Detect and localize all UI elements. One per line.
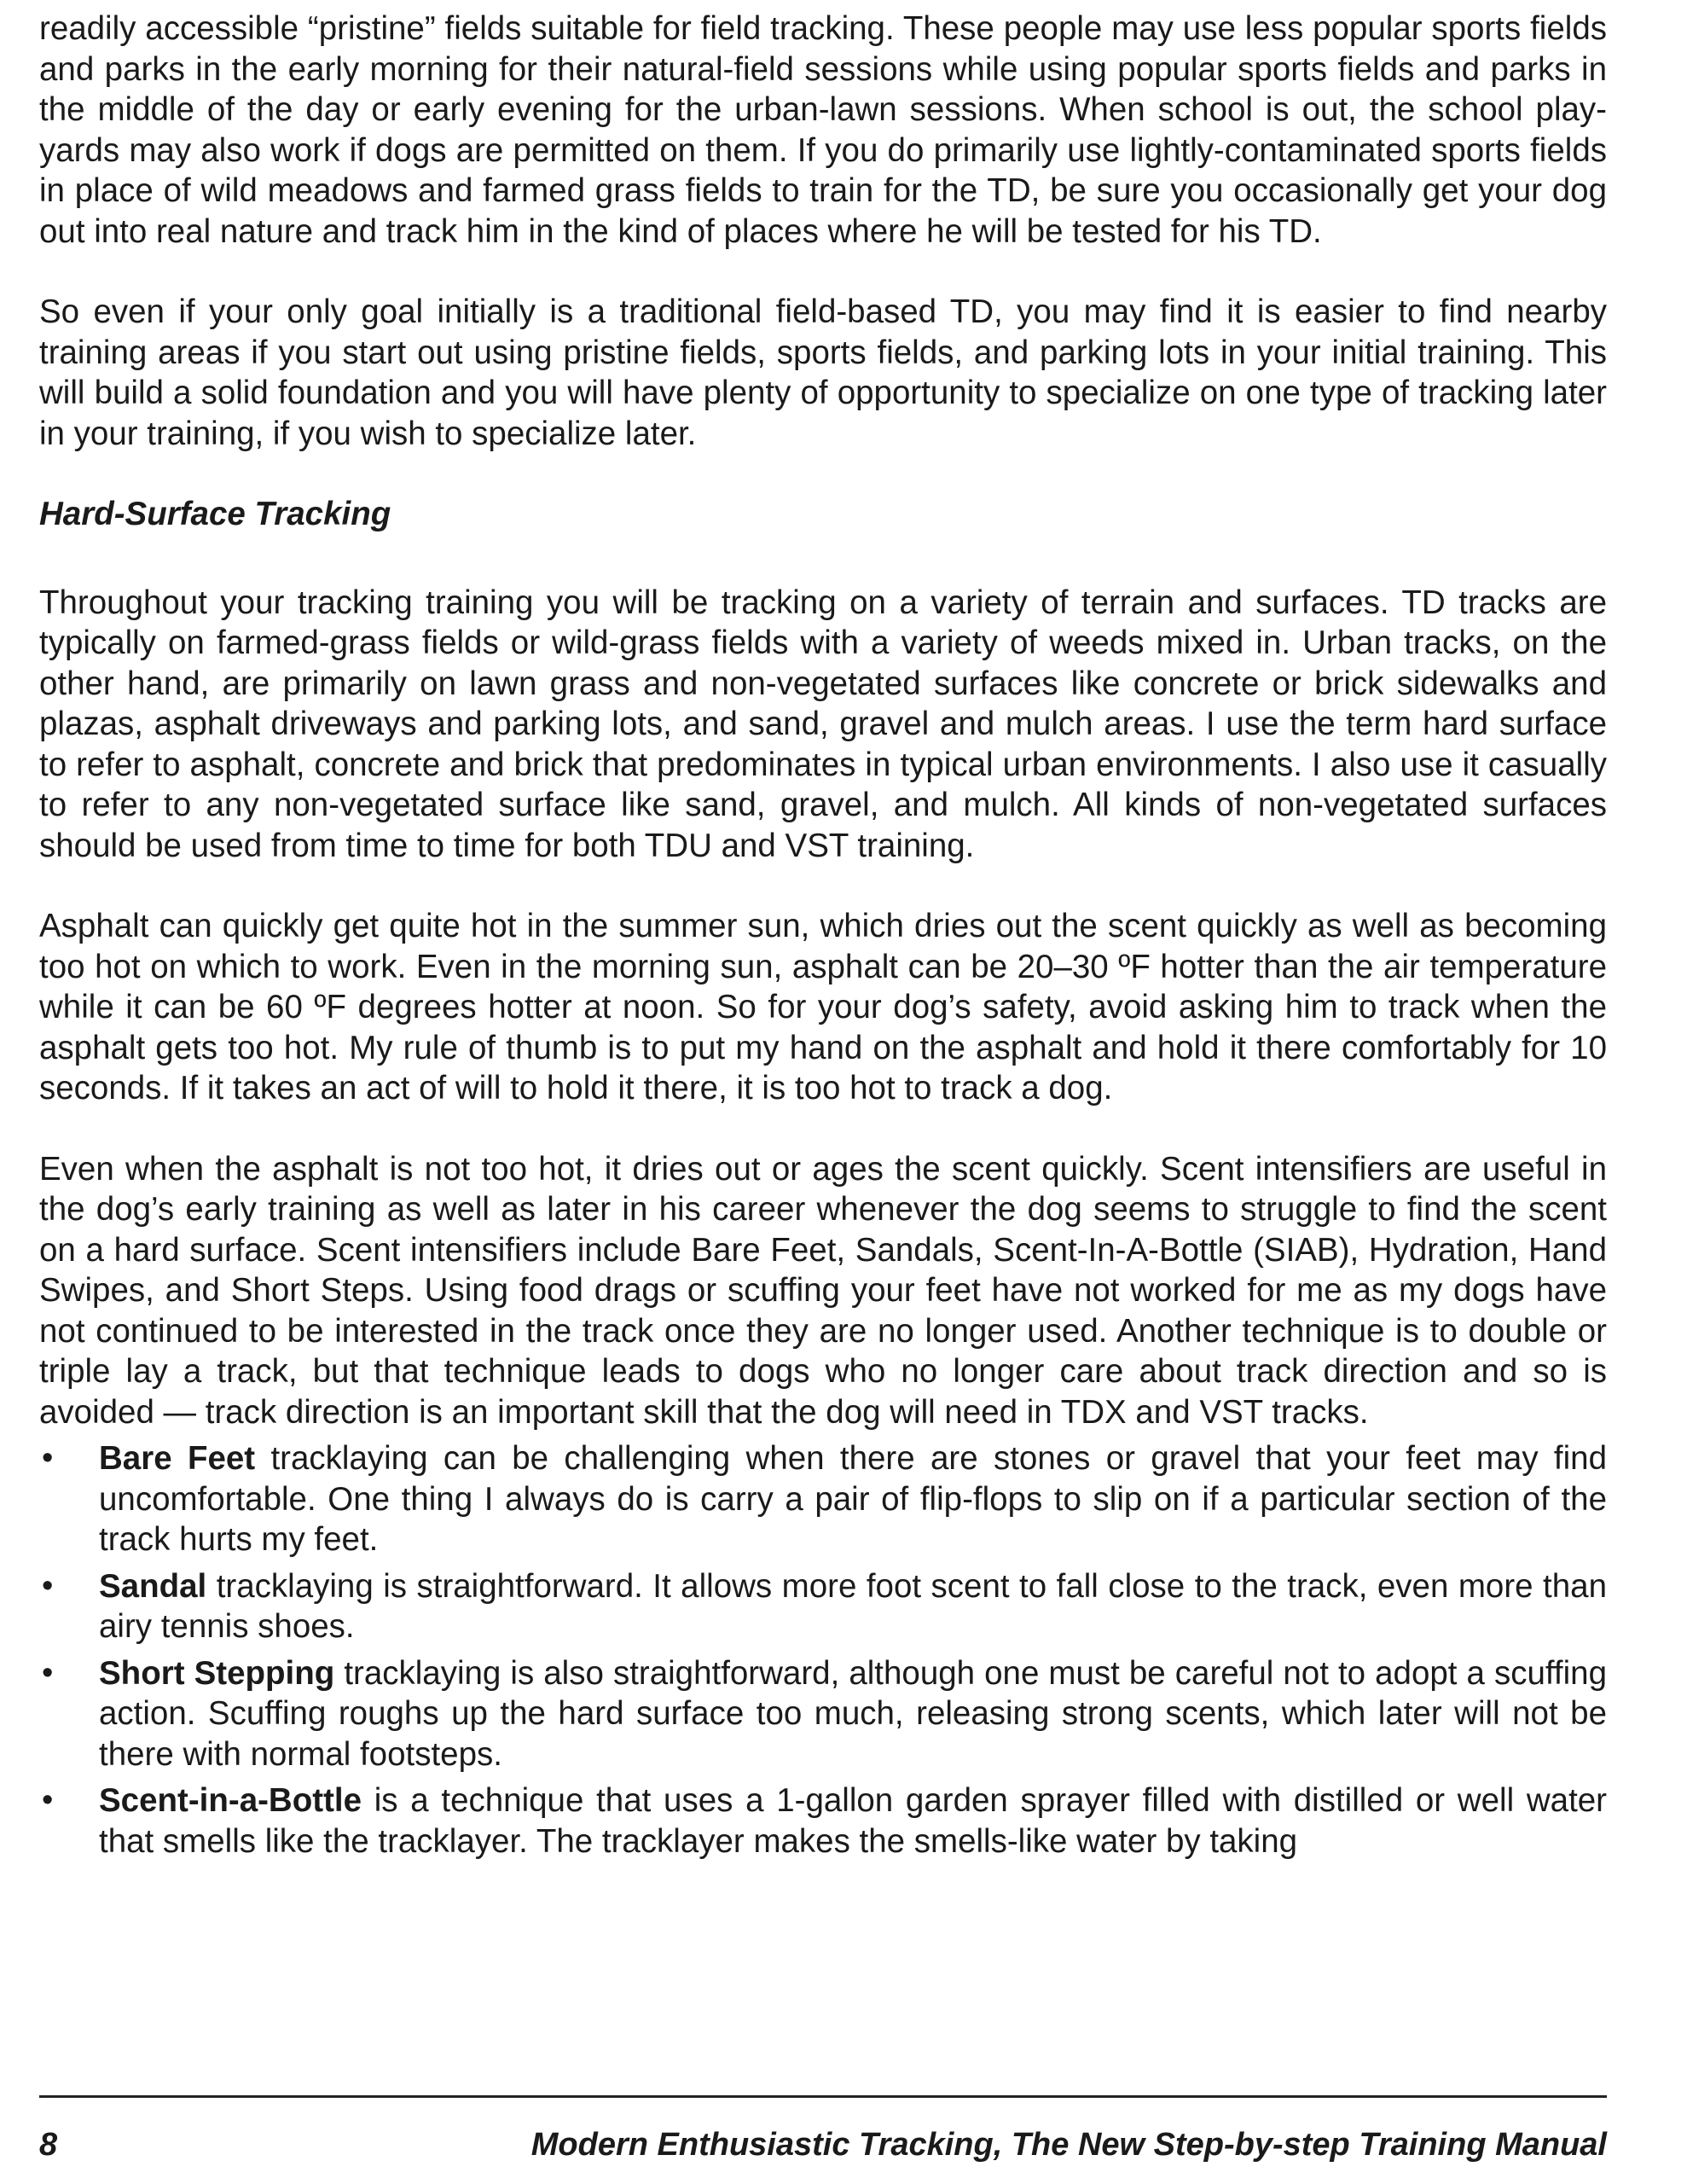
paragraph-asphalt-heat: Asphalt can quickly get quite hot in the summer sun, which dries out the scent quickly as well as becoming too hot on which to work. Even in the morning sun, asphalt can be 20–30 ºF hotter than the air temperature while it can be 60 ºF degrees hotter at noon. So for your dog’s safety, avoid asking him to track when the asphalt gets too hot. My rule of thumb is to put my hand on the asphalt and hold it there comfortably for 10 seconds. If it takes an act of will to hold it there, it is too hot to track a dog. [39, 908, 1607, 1107]
page-body [39, 9, 1607, 1867]
bullet-icon: • [42, 1440, 54, 1476]
bullet-icon: • [42, 1782, 54, 1818]
paragraph-terrain-surfaces: Throughout your tracking training you will be tracking on a variety of terrain and surfaces. TD tracks are typically on farmed-grass fields or wild-grass fields with a variety of weeds mixed in. Urban tracks, on the other hand, are primarily on lawn grass and non-vegetated surfaces like concrete or brick sidewalks and plazas, asphalt driveways and parking lots, and sand, gravel and mulch areas. I use the term hard surface to refer to asphalt, concrete and brick that predominates in typical urban environments. I also use it casually to refer to any non-vegetated surface like sand, gravel, and mulch. All kinds of non-vegetated surfaces should be used from time to time for both TDU and VST training. [39, 584, 1607, 864]
paragraph-td-goal: So even if your only goal initially is a traditional field-based TD, you may find it is easier to find nearby training areas if you start out using pristine fields, sports fields, and parking lots in your initial training. This will build a solid foundation and you will have plenty of opportunity to specialize on one type of tracking later in your training, if you wish to specialize later. [39, 293, 1607, 452]
footer-divider [39, 2095, 1607, 2098]
list-item [39, 1780, 1607, 1862]
paragraph-scent-intensifiers: Even when the asphalt is not too hot, it dries out or ages the scent quickly. Scent intensifiers are useful in the dog’s early training as well as later in his career whenever the dog seems to struggle to find the scent on a hard surface. Scent intensifiers include Bare Feet, Sandals, Scent-In-A-Bottle (SIAB), Hydration, Hand Swipes, and Short Steps. Using food drags or scuffing your feet have not worked for me as my dogs have not continued to be interested in the track once they are no longer used. Another technique is to double or triple lay a track, but that technique leads to dogs who no longer care about track direction and so is avoided — track direction is an important skill that the dog will need in TDX and VST tracks. [39, 1150, 1607, 1431]
bullet-text: tracklaying is straightforward. It allows more foot scent to fall close to the track, even more than airy tennis shoes. [99, 1567, 1607, 1645]
bullet-term: Short Stepping [99, 1654, 335, 1692]
section-heading: Hard-Surface Tracking [39, 496, 391, 532]
bullet-term: Bare Feet [99, 1440, 256, 1477]
list-item [39, 1653, 1607, 1775]
bullet-text: tracklaying is also straightforward, although one must be careful not to adopt a scuffing action. Scuffing roughs up the hard surface too much, releasing strong scents, which later will not be there with normal footsteps. [99, 1654, 1607, 1773]
page-number: 8 [39, 2127, 58, 2163]
list-item [39, 1566, 1607, 1647]
bullet-text: is a technique that uses a 1-gallon garden sprayer filled with distilled or well water that smells like the tracklayer. The tracklayer makes the smells-like water by taking [99, 1782, 1607, 1860]
intensifier-list [39, 1438, 1607, 1862]
bullet-term: Scent-in-a-Bottle [99, 1782, 362, 1819]
bullet-term: Sandal [99, 1567, 207, 1605]
list-item [39, 1438, 1607, 1560]
book-title: Modern Enthusiastic Tracking, The New Step-by-step Training Manual [530, 2127, 1607, 2163]
bullet-icon: • [42, 1654, 54, 1691]
paragraph-pristine-fields: readily accessible “pristine” fields suitable for field tracking. These people may use less popular sports fields and parks in the early morning for their natural-field sessions while using popular sports fields and parks in the middle of the day or early evening for the urban-lawn sessions. When school is out, the school play-yards may also work if dogs are permitted on them. If you do primarily use lightly-contaminated sports fields in place of wild meadows and farmed grass fields to train for the TD, be sure you occasionally get your dog out into real nature and track him in the kind of places where he will be tested for his TD. [39, 10, 1607, 250]
bullet-icon: • [42, 1567, 54, 1604]
bullet-text: tracklaying can be challenging when there are stones or gravel that your feet may find uncomfortable. One thing I always do is carry a pair of flip-flops to slip on if a particular section of the track hurts my feet. [99, 1440, 1608, 1558]
